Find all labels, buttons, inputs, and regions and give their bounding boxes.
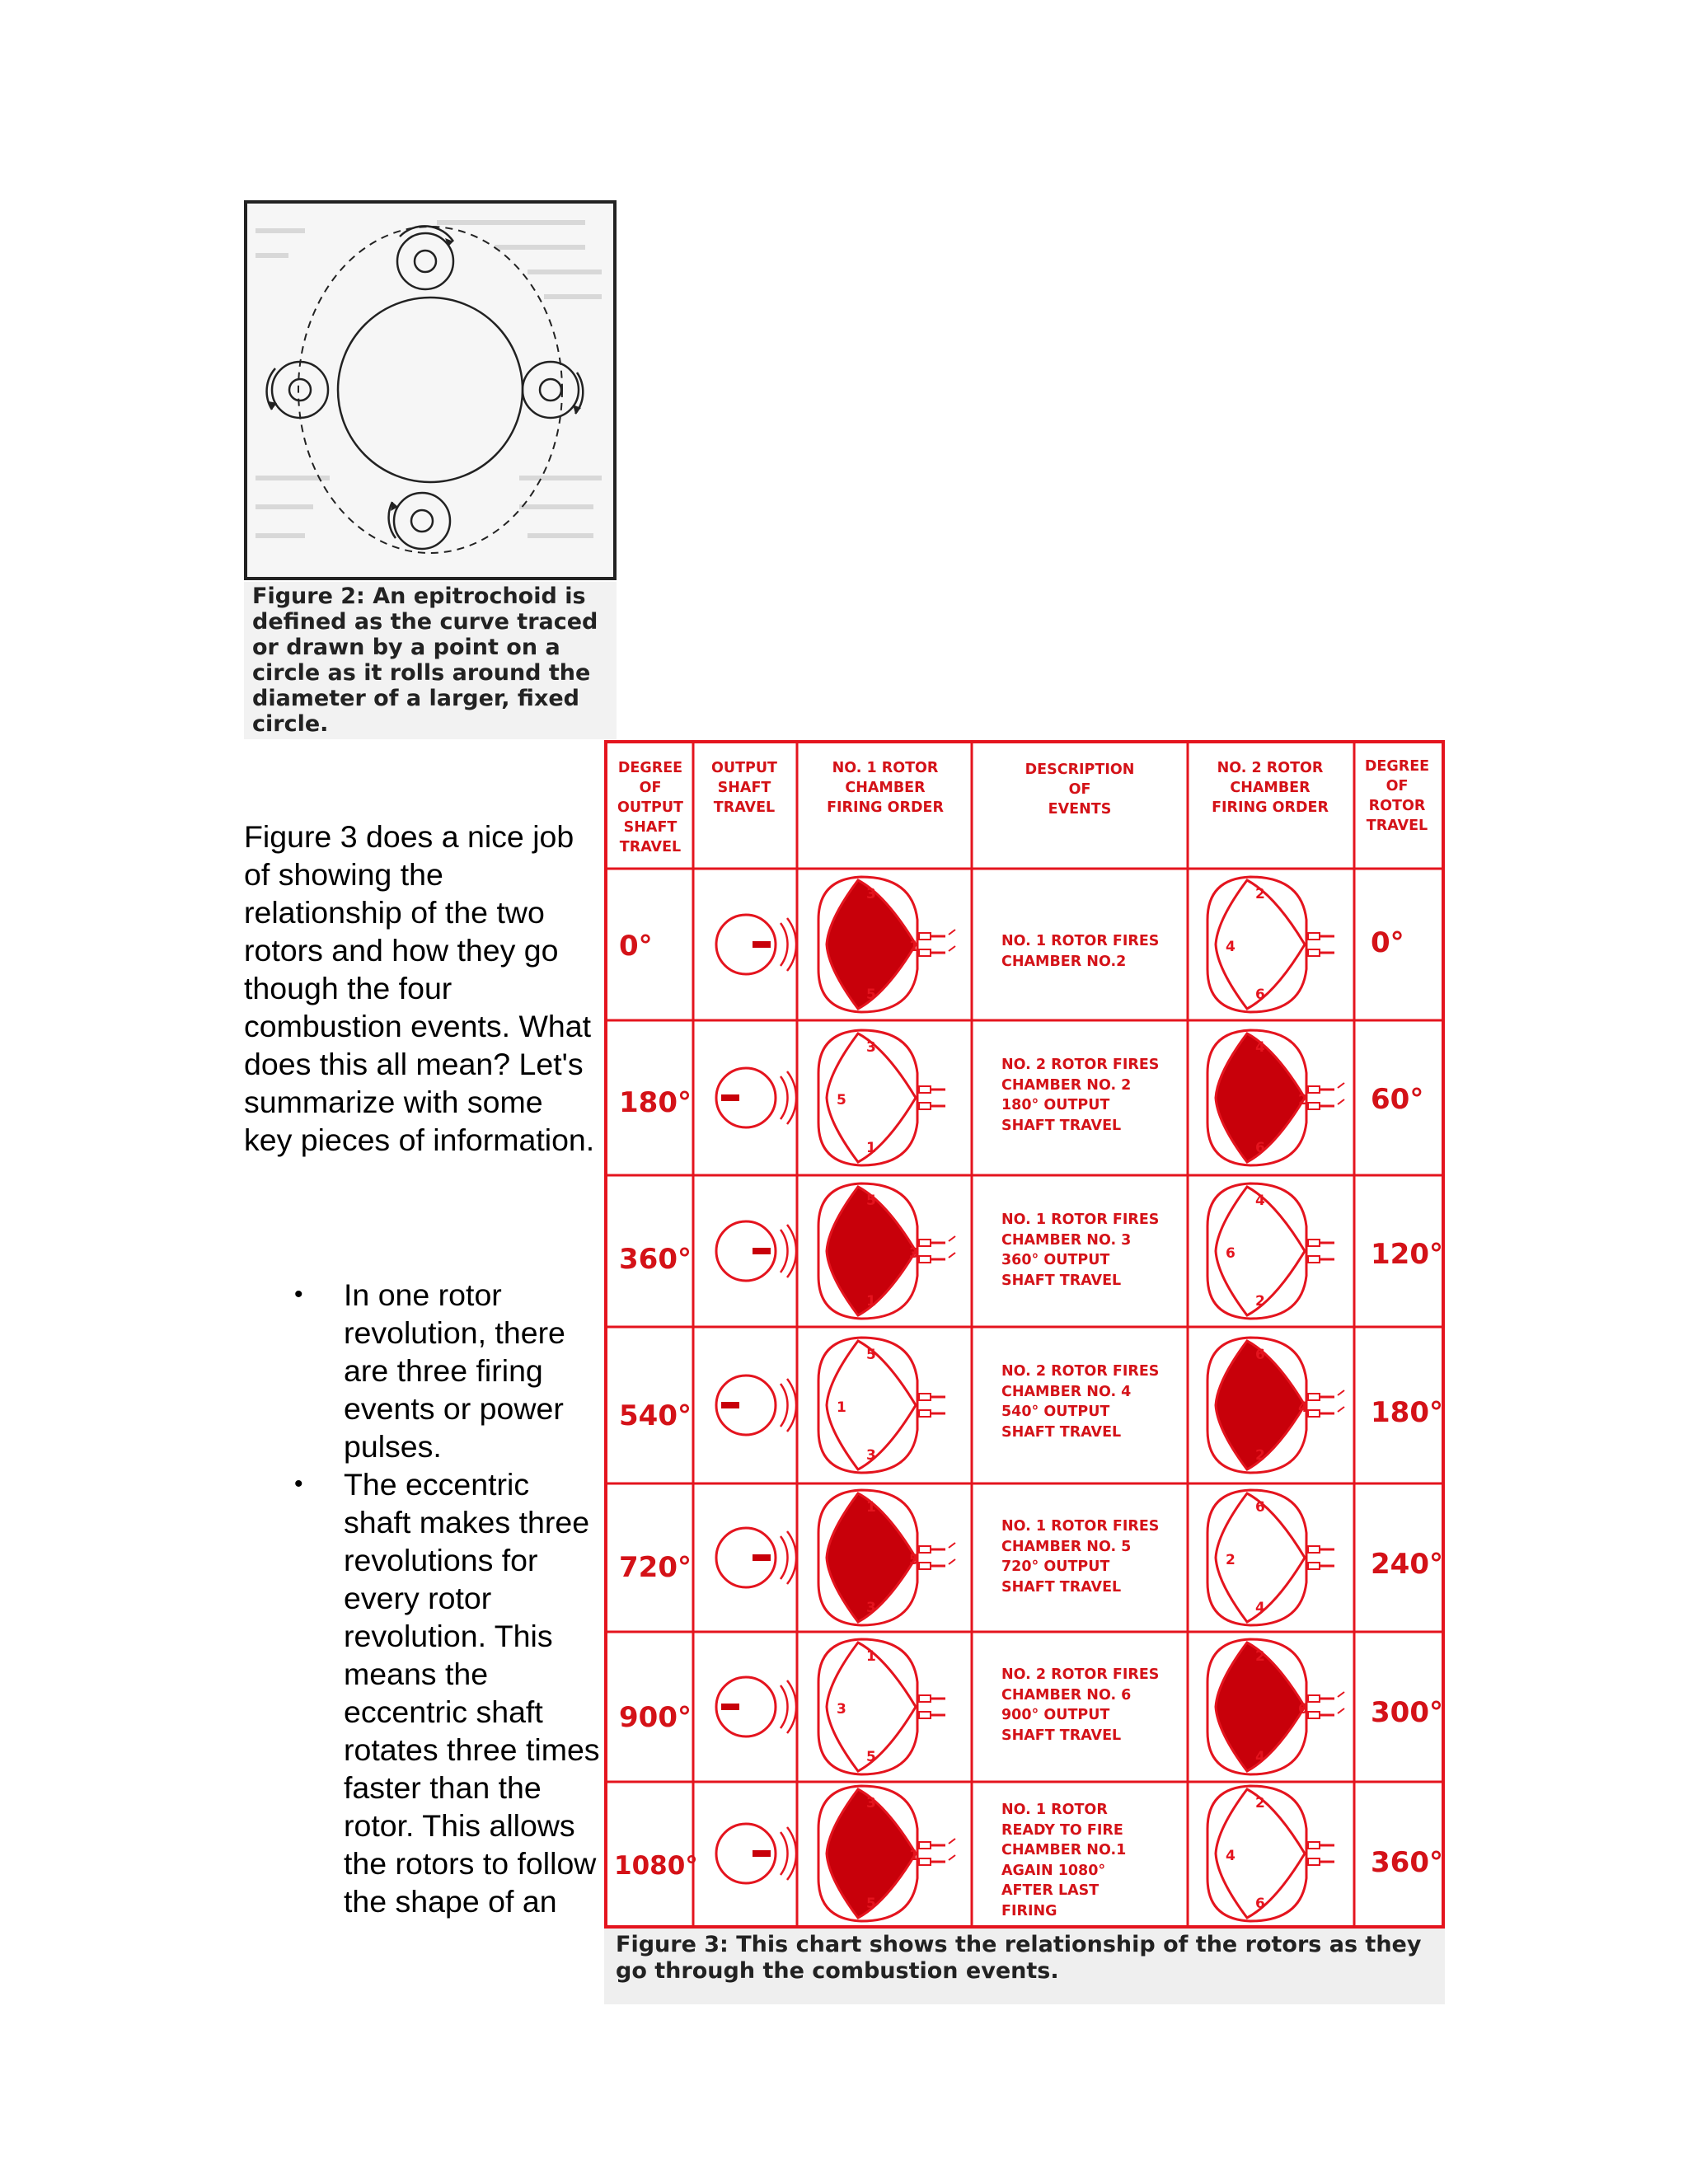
shaft-indicator [753,1554,771,1561]
header-output-travel: OUTPUT SHAFT TRAVEL [711,760,777,816]
chamber-label: 1 [866,1648,876,1665]
chamber-label: 3 [866,1447,876,1464]
rotation-arrow [781,1536,788,1579]
spark-plug [1308,1086,1320,1093]
shaft-indicator [721,1094,739,1101]
rotation-arrow [781,923,788,966]
chamber-label: 4 [1298,1399,1308,1416]
shaft-degree: 540° [619,1399,692,1432]
shaft-degree: 180° [619,1086,692,1119]
rotation-arrow [781,1384,788,1427]
spark-plug [1308,1858,1320,1865]
spark-plug [1308,1256,1320,1263]
chamber-label: 2 [1255,1447,1265,1464]
rotor-degree: 300° [1371,1696,1443,1729]
spark-plug [919,1563,931,1569]
spark-mark [949,946,955,951]
event-description: NO. 2 ROTOR FIRES CHAMBER NO. 2 180° OUTPUT SHAFT TRAVEL [1001,1057,1160,1134]
event-description: NO. 1 ROTOR FIRES CHAMBER NO. 3 360° OUTPUT SHAFT TRAVEL [1001,1212,1160,1289]
chamber-label: 6 [1226,1245,1236,1262]
shaft-degree: 0° [619,930,653,963]
spark-plug [919,1546,931,1553]
chamber-label: 3 [866,1600,876,1616]
spark-plug [1308,1240,1320,1246]
spark-mark [949,1253,955,1258]
shaft-degree: 900° [619,1701,692,1734]
spark-plug [1308,949,1320,956]
shaft-degree: 1080° [614,1851,698,1881]
spark-plug [919,1712,931,1718]
chamber-label: 4 [1255,1600,1265,1616]
figure3-grid [607,743,1442,1925]
event-description: NO. 1 ROTOR FIRES CHAMBER NO.2 [1001,933,1160,970]
chamber-label: 5 [866,1347,876,1363]
rotor-degree: 360° [1371,1846,1443,1879]
chamber-label: 5 [909,1552,919,1568]
spark-plug [919,933,931,940]
chamber-label: 3 [866,886,876,902]
shaft-indicator [753,1248,771,1254]
spark-mark [1338,1099,1344,1104]
list-item [290,1465,603,1920]
rotor-degree: 180° [1371,1396,1443,1429]
bullet-list [290,1276,603,1920]
spark-plug [1308,1842,1320,1849]
header-output-degree: DEGREE OF OUTPUT SHAFT TRAVEL [617,760,683,855]
event-description: NO. 2 ROTOR FIRES CHAMBER NO. 4 540° OUTPUT SHAFT TRAVEL [1001,1363,1160,1441]
chamber-label: 2 [1255,1795,1265,1811]
spark-mark [949,1543,955,1548]
chamber-label: 6 [1255,1140,1265,1156]
spark-plug [919,1842,931,1849]
chamber-label: 2 [1298,1092,1308,1108]
chamber-label: 2 [1255,1293,1265,1310]
spark-mark [1338,1390,1344,1395]
shaft-indicator [753,1850,771,1857]
chamber-label: 4 [1226,939,1236,955]
spark-mark [949,1855,955,1860]
rotor-degree: 0° [1371,926,1404,959]
spark-plug [1308,1563,1320,1569]
spark-mark [1338,1407,1344,1412]
chamber-label: 2 [1255,1648,1265,1665]
spark-plug [919,1394,931,1400]
spark-plug [1308,1103,1320,1109]
chamber-label: 6 [1255,1896,1265,1912]
chamber-label: 5 [866,987,876,1003]
spark-plug [919,949,931,956]
shaft-indicator [721,1402,739,1408]
chamber-label: 1 [909,939,919,955]
chamber-label: 4 [1255,1039,1265,1056]
chamber-label: 5 [866,1193,876,1209]
chamber-label: 4 [1255,1749,1265,1765]
header-description: DESCRIPTION OF EVENTS [1025,762,1135,818]
header-rotor1-order: NO. 1 ROTOR CHAMBER FIRING ORDER [827,760,944,816]
bullet-icon: • [294,1470,303,1497]
figure2-image [244,200,617,580]
figure3-chart [604,740,1445,1929]
figure2-caption: Figure 2: An epitrochoid is defined as the curve traced or drawn by a point on a circle as it rolls around the diameter of a larger, fixed circle. [244,582,617,739]
spark-plug [919,1103,931,1109]
chamber-label: 3 [837,1701,846,1718]
spark-plug [919,1410,931,1417]
chamber-label: 6 [1255,987,1265,1003]
chamber-label: 3 [909,1245,919,1262]
chamber-label: 3 [866,1039,876,1056]
spark-mark [1338,1708,1344,1713]
chamber-label: 1 [866,1293,876,1310]
bullet-text: In one rotor revolution, there are three firing events or power pulses. [344,1277,565,1464]
epitrochoid-diagram [247,204,613,577]
chamber-label: 1 [837,1399,846,1416]
spark-plug [919,1240,931,1246]
chamber-label: 3 [866,1795,876,1811]
spark-plug [919,1256,931,1263]
rotation-arrow [781,1832,788,1875]
event-description: NO. 1 ROTOR FIRES CHAMBER NO. 5 720° OUTPUT SHAFT TRAVEL [1001,1518,1160,1596]
chamber-label: 1 [866,1499,876,1516]
chamber-label: 2 [1255,886,1265,902]
header-rotor2-order: NO. 2 ROTOR CHAMBER FIRING ORDER [1212,760,1329,816]
shaft-indicator [721,1704,739,1710]
shaft-degree: 720° [619,1551,692,1584]
rotor-degree: 240° [1371,1548,1443,1581]
spark-mark [1338,1692,1344,1697]
bullet-icon: • [294,1281,303,1308]
intro-paragraph: Figure 3 does a nice job of showing the relationship of the two rotors and how they go though the four combustion events. What does this all mean? Let's summarize with some key pieces of information. [244,819,595,1157]
spark-plug [919,1858,931,1865]
spark-plug [1308,1546,1320,1553]
chamber-label: 6 [1255,1499,1265,1516]
chamber-label: 6 [1298,1701,1308,1718]
spark-plug [919,1086,931,1093]
shaft-indicator [753,941,771,948]
chamber-label: 2 [1226,1552,1236,1568]
spark-mark [949,1236,955,1241]
event-description: NO. 2 ROTOR FIRES CHAMBER NO. 6 900° OUTPUT SHAFT TRAVEL [1001,1666,1160,1744]
rotation-arrow [781,1230,788,1272]
spark-plug [1308,1695,1320,1702]
chamber-label: 4 [1255,1193,1265,1209]
spark-plug [1308,1712,1320,1718]
spark-mark [1338,1083,1344,1088]
spark-mark [949,930,955,935]
rotor-degree: 60° [1371,1083,1424,1116]
list-item [290,1276,603,1465]
spark-plug [1308,1410,1320,1417]
spark-plug [919,1695,931,1702]
event-description: NO. 1 ROTOR READY TO FIRE CHAMBER NO.1 AGAIN 1080° AFTER LAST FIRING [1001,1802,1127,1919]
chamber-label: 5 [866,1896,876,1912]
rotation-arrow [781,1076,788,1119]
rotor-degree: 120° [1371,1238,1443,1271]
rotation-arrow [781,1685,788,1728]
chamber-label: 6 [1255,1347,1265,1363]
shaft-degree: 360° [619,1243,692,1276]
spark-plug [1308,1394,1320,1400]
spark-plug [1308,933,1320,940]
chamber-label: 5 [837,1092,846,1108]
figure3-caption: Figure 3: This chart shows the relationship of the rotors as they go through the combustion events. [604,1929,1445,2004]
spark-mark [949,1839,955,1844]
chamber-label: 5 [866,1749,876,1765]
chamber-label: 1 [909,1848,919,1864]
chamber-label: 1 [866,1140,876,1156]
spark-mark [949,1559,955,1564]
chamber-label: 4 [1226,1848,1236,1864]
header-rotor-degree: DEGREE OF ROTOR TRAVEL [1364,758,1430,834]
bullet-text: The eccentric shaft makes three revolutions for every rotor revolution. This means the eccentric shaft rotates three times faster than the rotor. This allows the rotors to follow the shape of an [344,1467,600,1919]
